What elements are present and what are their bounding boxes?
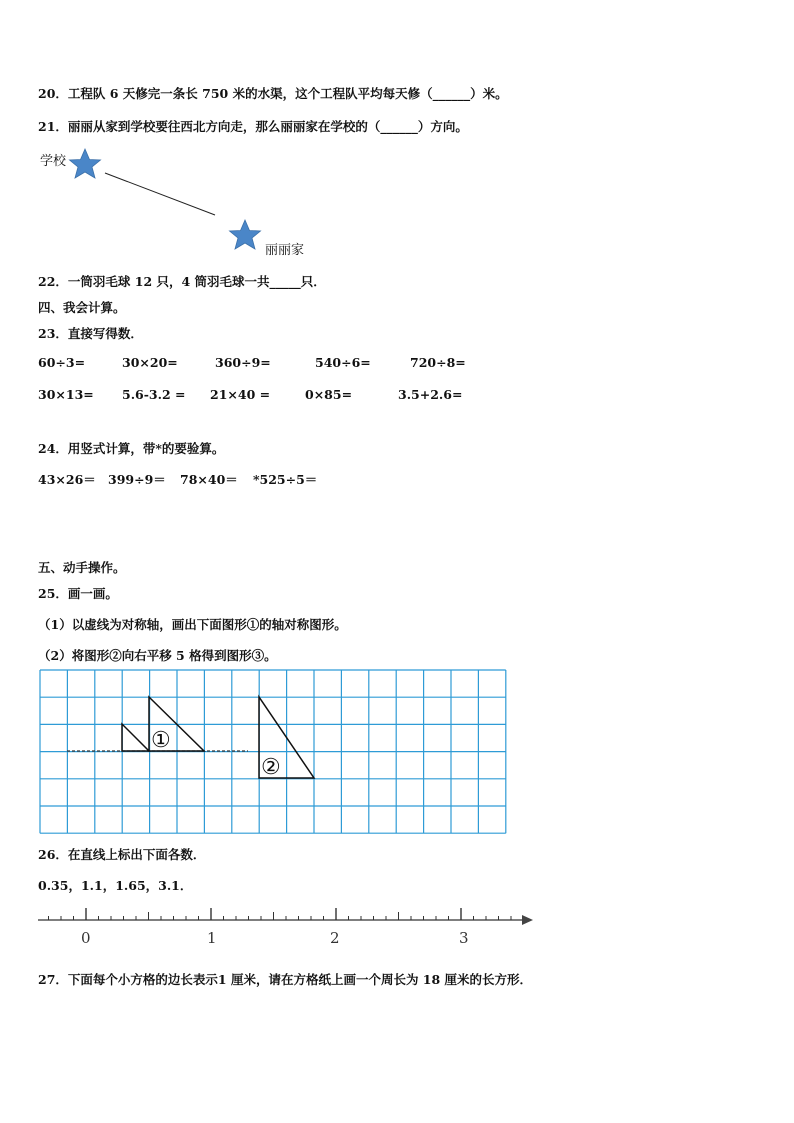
- shape-1-small-triangle: [122, 724, 149, 751]
- home-label: 丽丽家: [265, 243, 305, 258]
- school-label: 学校: [40, 154, 67, 169]
- tick-label-3: 3: [459, 929, 469, 947]
- section-5-heading: 五、动手操作。: [38, 560, 126, 575]
- number-line[interactable]: [30, 898, 550, 953]
- tick-label-0: 0: [81, 929, 91, 947]
- tick-label-2: 2: [330, 929, 340, 947]
- path-line: [105, 173, 215, 215]
- tick-label-1: 1: [207, 929, 217, 947]
- calc-item: 0×85=: [305, 387, 353, 402]
- calc-item: 360÷9=: [215, 355, 271, 370]
- question-24: 24．用竖式计算，带*的要验算。: [38, 441, 225, 456]
- question-22: 22．一筒羽毛球 12 只，4 筒羽毛球一共_____只．: [38, 274, 326, 289]
- calc-item: 720÷8=: [410, 355, 466, 370]
- question-26: 26．在直线上标出下面各数．: [38, 847, 206, 862]
- vertical-calc-item: 78×40＝: [180, 472, 238, 487]
- number-line-ticks: [49, 908, 512, 920]
- question-26-numbers: 0.35，1.1，1.65，3.1．: [38, 878, 193, 893]
- question-21: 21．丽丽从家到学校要往西北方向走，那么丽丽家在学校的（______）方向。: [38, 119, 468, 134]
- shape-1-label: ①: [151, 728, 171, 753]
- question-27: 27．下面每个小方格的边长表示1 厘米，请在方格纸上画一个周长为 18 厘米的长方形．: [38, 972, 533, 987]
- drawing-grid[interactable]: [38, 669, 508, 834]
- vertical-calc-item: 43×26＝: [38, 472, 96, 487]
- question-20: 20．工程队 6 天修完一条长 750 米的水渠，这个工程队平均每天修（______）米。: [38, 86, 508, 101]
- calc-item: 540÷6=: [315, 355, 371, 370]
- school-star-icon: [70, 149, 101, 178]
- question-25: 25．画一画。: [38, 586, 118, 601]
- vertical-calc-item: *525÷5＝: [253, 472, 318, 487]
- calc-item: 60÷3=: [38, 355, 86, 370]
- question-25-part-2: （2）将图形②向右平移 5 格得到图形③。: [38, 648, 277, 663]
- question-25-part-1: （1）以虚线为对称轴，画出下面图形①的轴对称图形。: [38, 617, 347, 632]
- vertical-calc-item: 399÷9＝: [108, 472, 166, 487]
- calc-item: 30×13=: [38, 387, 94, 402]
- calc-item: 3.5+2.6=: [398, 387, 463, 402]
- calc-item: 30×20=: [122, 355, 178, 370]
- number-line-arrow-icon: [522, 915, 533, 925]
- section-4-heading: 四、我会计算。: [38, 300, 126, 315]
- question-23: 23．直接写得数．: [38, 326, 143, 341]
- shape-2-label: ②: [261, 755, 281, 780]
- home-star-icon: [230, 220, 261, 249]
- calc-item: 5.6-3.2 =: [122, 387, 186, 402]
- calc-item: 21×40 =: [210, 387, 271, 402]
